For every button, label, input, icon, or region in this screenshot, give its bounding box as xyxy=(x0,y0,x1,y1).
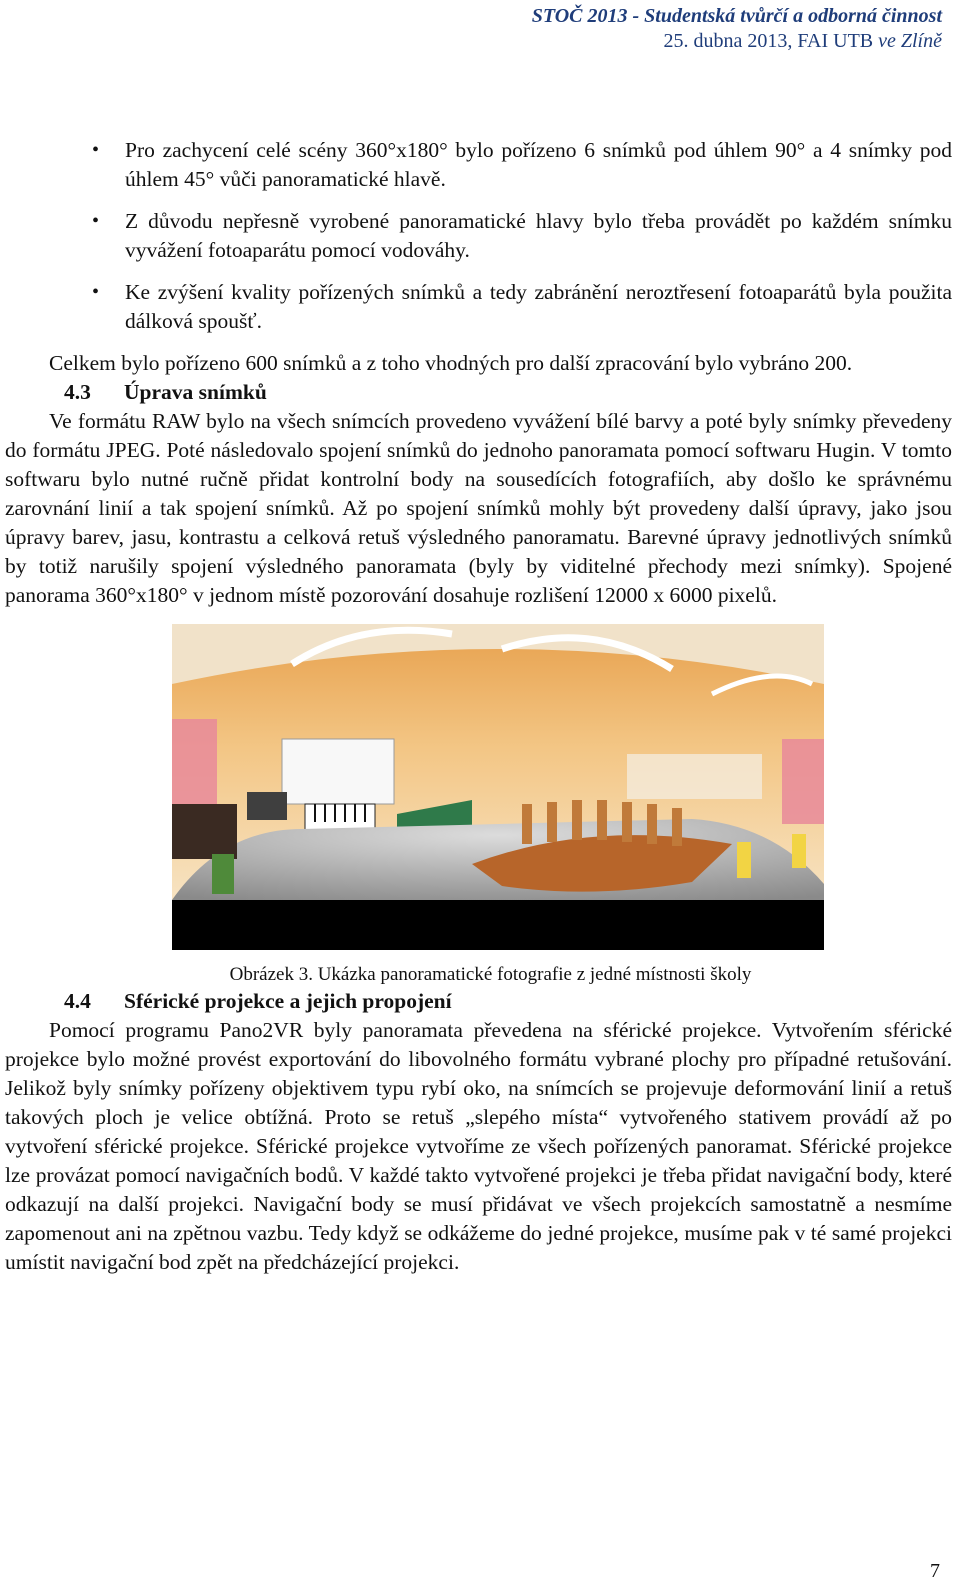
page-header xyxy=(532,4,942,54)
page-content xyxy=(5,136,952,1277)
bullet-list xyxy=(5,136,952,336)
header-place: ve Zlíně xyxy=(878,30,942,52)
figure-3 xyxy=(5,624,952,987)
section-heading-4-4 xyxy=(5,987,952,1016)
panorama-photo xyxy=(172,624,824,950)
bullet-item: • Z důvodu nepřesně vyrobené panoramatické hlavy bylo třeba provádět po každém snímku vyvážení fotoaparátu pomocí vodováhy. xyxy=(5,207,952,265)
figure-caption: Obrázek 3. Ukázka panoramatické fotografie z jedné místnosti školy xyxy=(229,964,752,985)
section-title: Sférické projekce a jejich propojení xyxy=(124,989,452,1013)
bullet-item: • Ke zvýšení kvality pořízených snímků a tedy zabránění neroztřesení fotoaparátů byla použita dálková spoušť. xyxy=(5,278,952,336)
header-conference: STOČ 2013 - Studentská tvůrčí a odborná činnost xyxy=(531,5,942,27)
section-number: 4.4 xyxy=(64,989,91,1013)
bullet-item: • Pro zachycení celé scény 360°x180° bylo pořízeno 6 snímků pod úhlem 90° a 4 snímky pod úhlem 45° vůči panoramatické hlavě. xyxy=(5,136,952,194)
section-title: Úprava snímků xyxy=(124,380,267,404)
paragraph-intro: Celkem bylo pořízeno 600 snímků a z toho vhodných pro další zpracování bylo vybráno 200. xyxy=(49,351,853,375)
header-date-place xyxy=(532,29,942,54)
section-number: 4.3 xyxy=(64,380,91,404)
header-date: 25. dubna 2013, FAI UTB xyxy=(663,30,879,52)
section-heading-4-3 xyxy=(5,378,952,407)
paragraph-section-4-3: Ve formátu RAW bylo na všech snímcích provedeno vyvážení bílé barvy a poté byly snímky převedeny do formátu JPEG. Poté následovalo spojení snímků do jednoho panoramata pomocí softwaru Hugin. V tomto softwaru bylo nutné ručně přidat kontrolní body na sousedících fotografiích, aby došlo ke správnému zarovnání linií a tak spojení snímků. Až po spojení snímků mohly být provedeny další úpravy, jako jsou úpravy barev, jasu, kontrastu a celková retuš výsledného panoramatu. Barevné úpravy jednotlivých snímků by totiž narušily spojení výsledného panoramata (byly by viditelné přechody mezi snímky). Spojené panorama 360°x180° v jednom místě pozorování dosahuje rozlišení 12000 x 6000 pixelů. xyxy=(5,409,952,607)
page-number: 7 xyxy=(930,1560,940,1582)
paragraph-section-4-4: Pomocí programu Pano2VR byly panoramata převedena na sférické projekce. Vytvořením sférické projekce bylo možné provést exportování do libovolného formátu vybrané plochy pro případné retušování. Jelikož byly snímky pořízeny objektivem typu rybí oko, na snímcích se projevuje deformování linií a retuš takových ploch je velice obtížná. Proto se retuš „slepého místa“ vytvořeného stativem provádí až po vytvoření sférické projekce. Sférické projekce vytvoříme ze všech pořízených panoramat. Sférické projekce lze provázat pomocí navigačních bodů. V každé takto vytvořené projekci je třeba přidat navigační body, které odkazují na další projekci. Navigační body se musí přidávat ve všech projekcích samostatně a nesmíme zapomenout ani na zpětnou vazbu. Tedy když se odkážeme do jedné projekce, musíme pak v té samé projekci umístit navigační bod zpět na předcházející projekci. xyxy=(5,1018,952,1274)
